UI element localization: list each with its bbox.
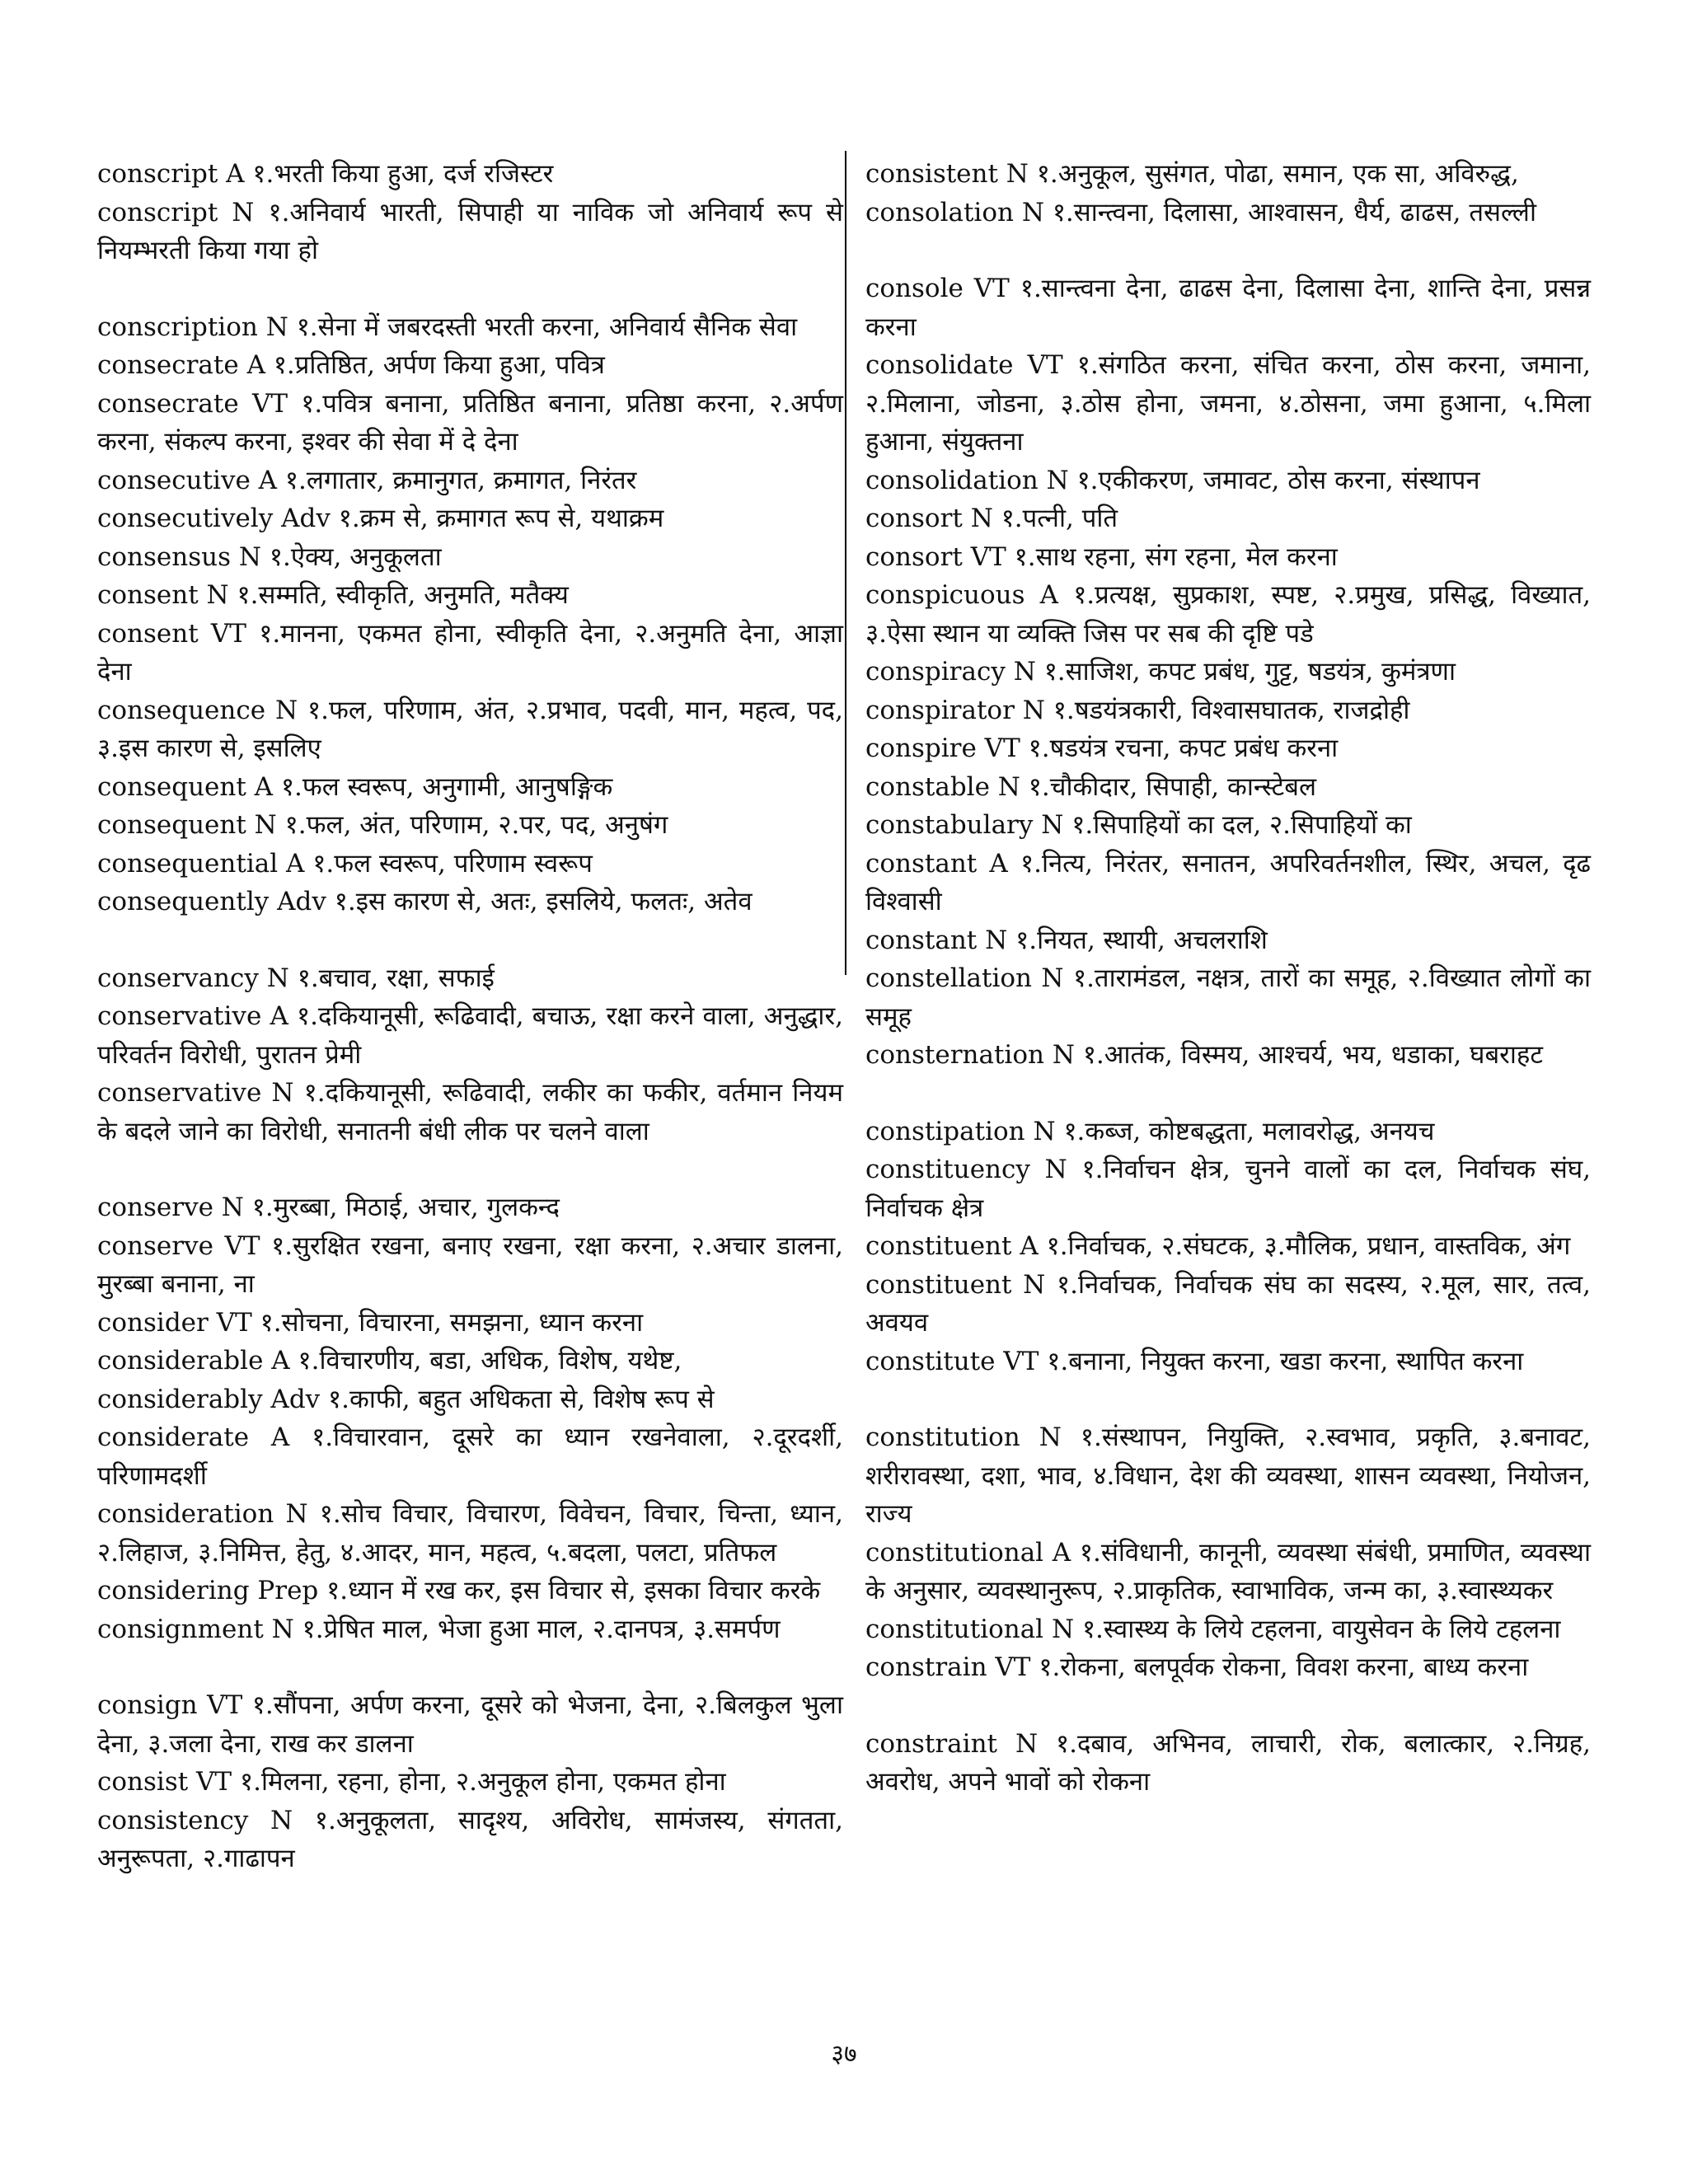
entry-definition: १.संगठित करना, संचित करना, ठोस करना, जमाना, २.मिलाना, जोडना, ३.ठोस होना, जमना, ४.ठोसना, जमा हुआना, ५.मिला हुआना, संयुक्तना [865,350,1591,457]
entry-definition: १.अनुकूलता, सादृश्य, अविरोध, सामंजस्य, संगतता, अनुरूपता, २.गाढापन [97,1805,843,1873]
dictionary-entry [97,308,843,347]
entry-headword: consort N [865,504,993,533]
entry-headword: conservative A [97,1001,288,1031]
entry-headword: consequent A [97,771,274,802]
dictionary-entry [865,1266,1591,1343]
entry-headword: consistent N [865,159,1029,189]
dictionary-entry [97,1380,843,1419]
dictionary-entry [97,155,843,194]
entry-headword: consecutive A [97,465,278,495]
dictionary-entry [865,1113,1591,1151]
entry-headword: constabulary N [865,810,1064,840]
dictionary-entry [97,883,843,921]
entry-definition: १.दबाव, अभिनव, लाचारी, रोक, बलात्कार, २.निग्रह, अवरोध, अपने भावों को रोकना [865,1728,1592,1797]
entry-definition: १.नित्य, निरंतर, सनातन, अपरिवर्तनशील, स्थिर, अचल, दृढ विश्वासी [865,848,1591,916]
dictionary-entry [97,691,843,768]
dictionary-entry [97,1418,843,1495]
entry-definition: १.प्रतिष्ठित, अर्पण किया हुआ, पवित्र [273,350,605,380]
dictionary-entry [865,806,1591,845]
entry-definition: १.सान्त्वना, दिलासा, आश्वासन, धैर्य, ढाढस, तसल्ली [1052,197,1536,227]
dictionary-entry [97,1802,843,1878]
dictionary-entry [97,1304,843,1343]
entry-headword: consensus N [97,541,261,572]
dictionary-entry [97,1572,843,1610]
dictionary-entry [97,385,843,462]
entry-headword: consecrate A [97,350,265,380]
entry-definition: १.निर्वाचक, २.संघटक, ३.मौलिक, प्रधान, वास्तविक, अंग [1046,1231,1571,1261]
entry-definition: १.षडयंत्रकारी, विश्वासघातक, राजद्रोही [1053,695,1410,725]
dictionary-entry [97,538,843,577]
dictionary-entry [97,499,843,538]
dictionary-entry [865,1648,1591,1687]
entry-definition: १.अनिवार्य भारती, सिपाही या नाविक जो अनिवार्य रूप से नियम्भरती किया गया हो [97,197,843,265]
entry-definition: १.सोचना, विचारना, समझना, ध्यान करना [260,1307,644,1338]
entry-definition: १.सुरक्षित रखना, बनाए रखना, रक्षा करना, २.अचार डालना, मुरब्बा बनाना, ना [97,1230,843,1299]
entry-headword: constituency N [865,1155,1067,1184]
entry-headword: conservative N [97,1078,294,1108]
entry-headword: consolation N [865,197,1044,227]
entry-definition: १.तारामंडल, नक्षत्र, तारों का समूह, २.विख्यात लोगों का समूह [865,963,1591,1032]
dictionary-entry [865,462,1591,500]
entry-headword: considering Prep [97,1576,319,1605]
entry-definition: १.विचारणीय, बडा, अधिक, विशेष, यथेष्ट, [298,1346,682,1376]
entry-headword: conscript A [97,159,245,189]
entry-definition: १.विचारवान, दूसरे का ध्यान रखनेवाला, २.दूरदर्शी, परिणामदर्शी [97,1422,843,1491]
entry-headword: console VT [865,274,1010,303]
entry-spacer [97,1151,843,1188]
dictionary-entry [97,1227,843,1304]
dictionary-entry [97,1610,843,1649]
entry-headword: conservancy N [97,963,289,993]
entry-headword: consign VT [97,1690,243,1720]
entry-headword: consternation N [865,1040,1075,1070]
entry-headword: consequential A [97,848,305,879]
entry-spacer [865,1075,1591,1113]
entry-definition: १.संविधानी, कानूनी, व्यवस्था संबंधी, प्रमाणित, व्यवस्था के अनुसार, व्यवस्थानुरूप, २.प्राकृतिक, स्वाभाविक, जन्म का, ३.स्वास्थ्यकर [865,1537,1591,1605]
entry-headword: conserve N [97,1193,244,1222]
entry-definition: १.अनुकूल, सुसंगत, पोढा, समान, एक सा, अविरुद्ध, [1036,159,1519,189]
entry-headword: consort VT [865,541,1006,572]
dictionary-entry [97,1495,843,1572]
entry-definition: १.सौंपना, अर्पण करना, दूसरे को भेजना, देना, २.बिलकुल भुला देना, ३.जला देना, राख कर डालना [97,1690,843,1759]
dictionary-entry [865,499,1591,538]
dictionary-entry [97,346,843,385]
entry-definition: १.सान्त्वना देना, ढाढस देना, दिलासा देना, शान्ति देना, प्रसन्न करना [865,274,1591,342]
dictionary-entry [97,576,843,615]
entry-definition: १.भरती किया हुआ, दर्ज रजिस्टर [252,159,554,189]
entry-spacer [97,921,843,959]
entry-headword: consolidate VT [865,350,1063,380]
dictionary-entry [97,1074,843,1151]
column-divider [845,151,846,975]
dictionary-entry [97,1686,843,1763]
entry-headword: conserve VT [97,1230,260,1261]
entry-definition: १.एकीकरण, जमावट, ठोस करना, संस्थापन [1076,465,1480,495]
entry-headword: consideration N [97,1499,308,1529]
entry-definition: १.ऐक्य, अनुकूलता [269,541,442,572]
entry-spacer [865,1687,1591,1725]
dictionary-entry [865,1036,1591,1075]
dictionary-entry [865,194,1591,232]
dictionary-entry [865,269,1591,346]
dictionary-entry [865,1151,1591,1227]
entry-headword: conscription N [97,312,288,342]
entry-headword: constellation N [865,963,1064,993]
entry-definition: १.साथ रहना, संग रहना, मेल करना [1014,541,1338,572]
dictionary-entry [865,691,1591,730]
entry-definition: १.फल स्वरूप, परिणाम स्वरूप [312,848,593,879]
entry-headword: constitutional A [865,1537,1071,1568]
dictionary-entry [865,921,1591,960]
entry-spacer [865,1380,1591,1418]
dictionary-entry [865,1418,1591,1534]
entry-headword: consequent N [97,810,277,840]
dictionary-entry [865,346,1591,462]
entry-definition: १.मुरब्बा, मिठाई, अचार, गुलकन्द [251,1193,560,1222]
entry-definition: १.सम्मति, स्वीकृति, अनुमति, मतैक्य [237,580,569,610]
entry-definition: १.पवित्र बनाना, प्रतिष्ठित बनाना, प्रतिष्ठा करना, २.अर्पण करना, संकल्प करना, इश्वर की सेवा में दे देना [97,388,843,457]
entry-definition: १.बनाना, नियुक्त करना, खडा करना, स्थापित करना [1047,1346,1524,1376]
entry-headword: constable N [865,771,1020,802]
entry-headword: considerably Adv [97,1384,321,1414]
entry-definition: १.निर्वाचक, निर्वाचक संघ का सदस्य, २.मूल, सार, तत्व, अवयव [865,1269,1591,1338]
entry-headword: consecutively Adv [97,504,331,533]
entry-definition: १.इस कारण से, अतः, इसलिये, फलतः, अतेव [334,887,753,916]
entry-headword: conspirator N [865,695,1045,725]
dictionary-entry [97,615,843,691]
page-number: ३७ [831,2040,857,2069]
entry-headword: constitute VT [865,1346,1039,1376]
entry-headword: conspire VT [865,733,1020,763]
entry-definition: १.बचाव, रक्षा, सफाई [297,963,495,993]
entry-headword: consecrate VT [97,388,288,419]
dictionary-entry [865,155,1591,194]
entry-definition: १.नियत, स्थायी, अचलराशि [1015,925,1268,955]
entry-definition: १.लगातार, क्रमानुगत, क्रमागत, निरंतर [284,465,637,495]
entry-definition: १.साजिश, कपट प्रबंध, गुट्ट, षडयंत्र, कुमंत्रणा [1043,657,1456,687]
dictionary-entry [865,1227,1591,1266]
entry-headword: constipation N [865,1116,1056,1146]
entry-definition: १.चौकीदार, सिपाही, कान्स्टेबल [1028,771,1316,802]
entry-headword: consent N [97,580,229,610]
entry-definition: १.सिपाहियों का दल, २.सिपाहियों का [1071,810,1412,840]
entry-definition: १.कब्ज, कोष्टबद्धता, मलावरोद्ध, अनयच [1063,1116,1435,1146]
entry-definition: १.निर्वाचन क्षेत्र, चुनने वालों का दल, निर्वाचक संघ, निर्वाचक क्षेत्र [865,1155,1592,1223]
dictionary-entry [865,576,1591,653]
entry-definition: १.फल स्वरूप, अनुगामी, आनुषङ्गिक [280,771,613,802]
entry-definition: १.दकियानूसी, रूढिवादी, बचाऊ, रक्षा करने वाला, अनुद्धार, परिवर्तन विरोधी, पुरातन प्रेमी [97,1001,843,1070]
dictionary-entry [865,845,1591,921]
entry-headword: constituent N [865,1269,1046,1300]
entry-definition: १.क्रम से, क्रमागत रूप से, यथाक्रम [338,504,664,533]
dictionary-entry [97,194,843,270]
entry-definition: १.सेना में जबरदस्ती भरती करना, अनिवार्य सैनिक सेवा [296,312,798,342]
entry-headword: consequently Adv [97,887,326,916]
entry-headword: constituent A [865,1231,1039,1261]
entry-definition: १.षडयंत्र रचना, कपट प्रबंध करना [1028,733,1339,763]
entry-definition: १.फल, अंत, परिणाम, २.पर, पद, अनुषंग [284,810,668,840]
dictionary-entry [865,1725,1591,1802]
entry-spacer [865,232,1591,269]
entry-definition: १.काफी, बहुत अधिकता से, विशेष रूप से [328,1384,715,1414]
entry-definition: १.प्रेषित माल, भेजा हुआ माल, २.दानपत्र, ३.समर्पण [302,1614,781,1644]
left-column [97,155,843,1878]
dictionary-entry [97,959,843,998]
dictionary-entry [865,959,1591,1036]
dictionary-entry [97,462,843,500]
dictionary-entry [97,1188,843,1227]
dictionary-entry [97,997,843,1074]
entry-definition: १.मानना, एकमत होना, स्वीकृति देना, २.अनुमति देना, आज्ञा देना [97,618,843,687]
entry-definition: १.रोकना, बलपूर्वक रोकना, विवश करना, बाध्य करना [1039,1652,1529,1682]
dictionary-entry [865,653,1591,691]
dictionary-entry [97,806,843,845]
dictionary-entry [865,729,1591,768]
entry-spacer [97,270,843,308]
entry-headword: constrain VT [865,1652,1031,1682]
entry-definition: १.सोच विचार, विचारण, विवेचन, विचार, चिन्ता, ध्यान, २.लिहाज, ३.निमित्त, हेतु, ४.आदर, मान, महत्व, ५.बदला, पलटा, प्रतिफल [97,1499,843,1568]
entry-headword: consent VT [97,618,246,649]
entry-definition: १.दकियानूसी, रूढिवादी, लकीर का फकीर, वर्तमान नियम के बदले जाने का विरोधी, सनातनी बंधी लीक पर चलने वाला [97,1078,843,1146]
dictionary-entry [865,1610,1591,1649]
entry-headword: constitution N [865,1422,1062,1452]
entry-definition: १.संस्थापन, नियुक्ति, २.स्वभाव, प्रकृति, ३.बनावट, शरीरावस्था, दशा, भाव, ४.विधान, देश की व्यवस्था, शासन व्यवस्था, नियोजन, राज्य [865,1422,1591,1529]
entry-headword: conscript N [97,197,255,227]
entry-headword: consolidation N [865,465,1069,495]
entry-headword: conspicuous A [865,580,1059,610]
entry-definition: १.स्वास्थ्य के लिये टहलना, वायुसेवन के लिये टहलना [1081,1614,1561,1644]
entry-headword: constant N [865,925,1008,955]
dictionary-entry [97,1342,843,1380]
dictionary-entry [865,1534,1591,1610]
dictionary-entry [97,845,843,883]
entry-definition: १.आतंक, विस्मय, आश्चर्य, भय, धडाका, घबराहट [1082,1040,1543,1070]
dictionary-entry [97,1763,843,1802]
right-column [865,155,1591,1802]
entry-headword: considerate A [97,1422,290,1452]
entry-definition: १.प्रत्यक्ष, सुप्रकाश, स्पष्ट, २.प्रमुख, प्रसिद्ध, विख्यात, ३.ऐसा स्थान या व्यक्ति जिस पर सब की दृष्टि पडे [865,580,1592,649]
entry-headword: consequence N [97,695,298,725]
entry-definition: १.मिलना, रहना, होना, २.अनुकूल होना, एकमत होना [239,1767,726,1797]
entry-headword: conspiracy N [865,657,1036,687]
dictionary-entry [865,538,1591,577]
dictionary-entry [97,768,843,807]
entry-definition: १.फल, परिणाम, अंत, २.प्रभाव, पदवी, मान, महत्व, पद, ३.इस कारण से, इसलिए [97,695,843,763]
entry-headword: constitutional N [865,1614,1075,1644]
entry-definition: १.पत्नी, पति [1001,504,1118,533]
entry-headword: constant A [865,848,1008,879]
entry-spacer [97,1648,843,1686]
entry-headword: consider VT [97,1307,252,1338]
entry-headword: consist VT [97,1767,232,1797]
dictionary-entry [865,1343,1591,1381]
entry-headword: considerable A [97,1346,290,1376]
dictionary-entry [865,768,1591,807]
entry-headword: constraint N [865,1728,1039,1759]
entry-headword: consignment N [97,1614,294,1644]
entry-headword: consistency N [97,1805,293,1835]
entry-definition: १.ध्यान में रख कर, इस विचार से, इसका विचार करके [326,1576,821,1605]
